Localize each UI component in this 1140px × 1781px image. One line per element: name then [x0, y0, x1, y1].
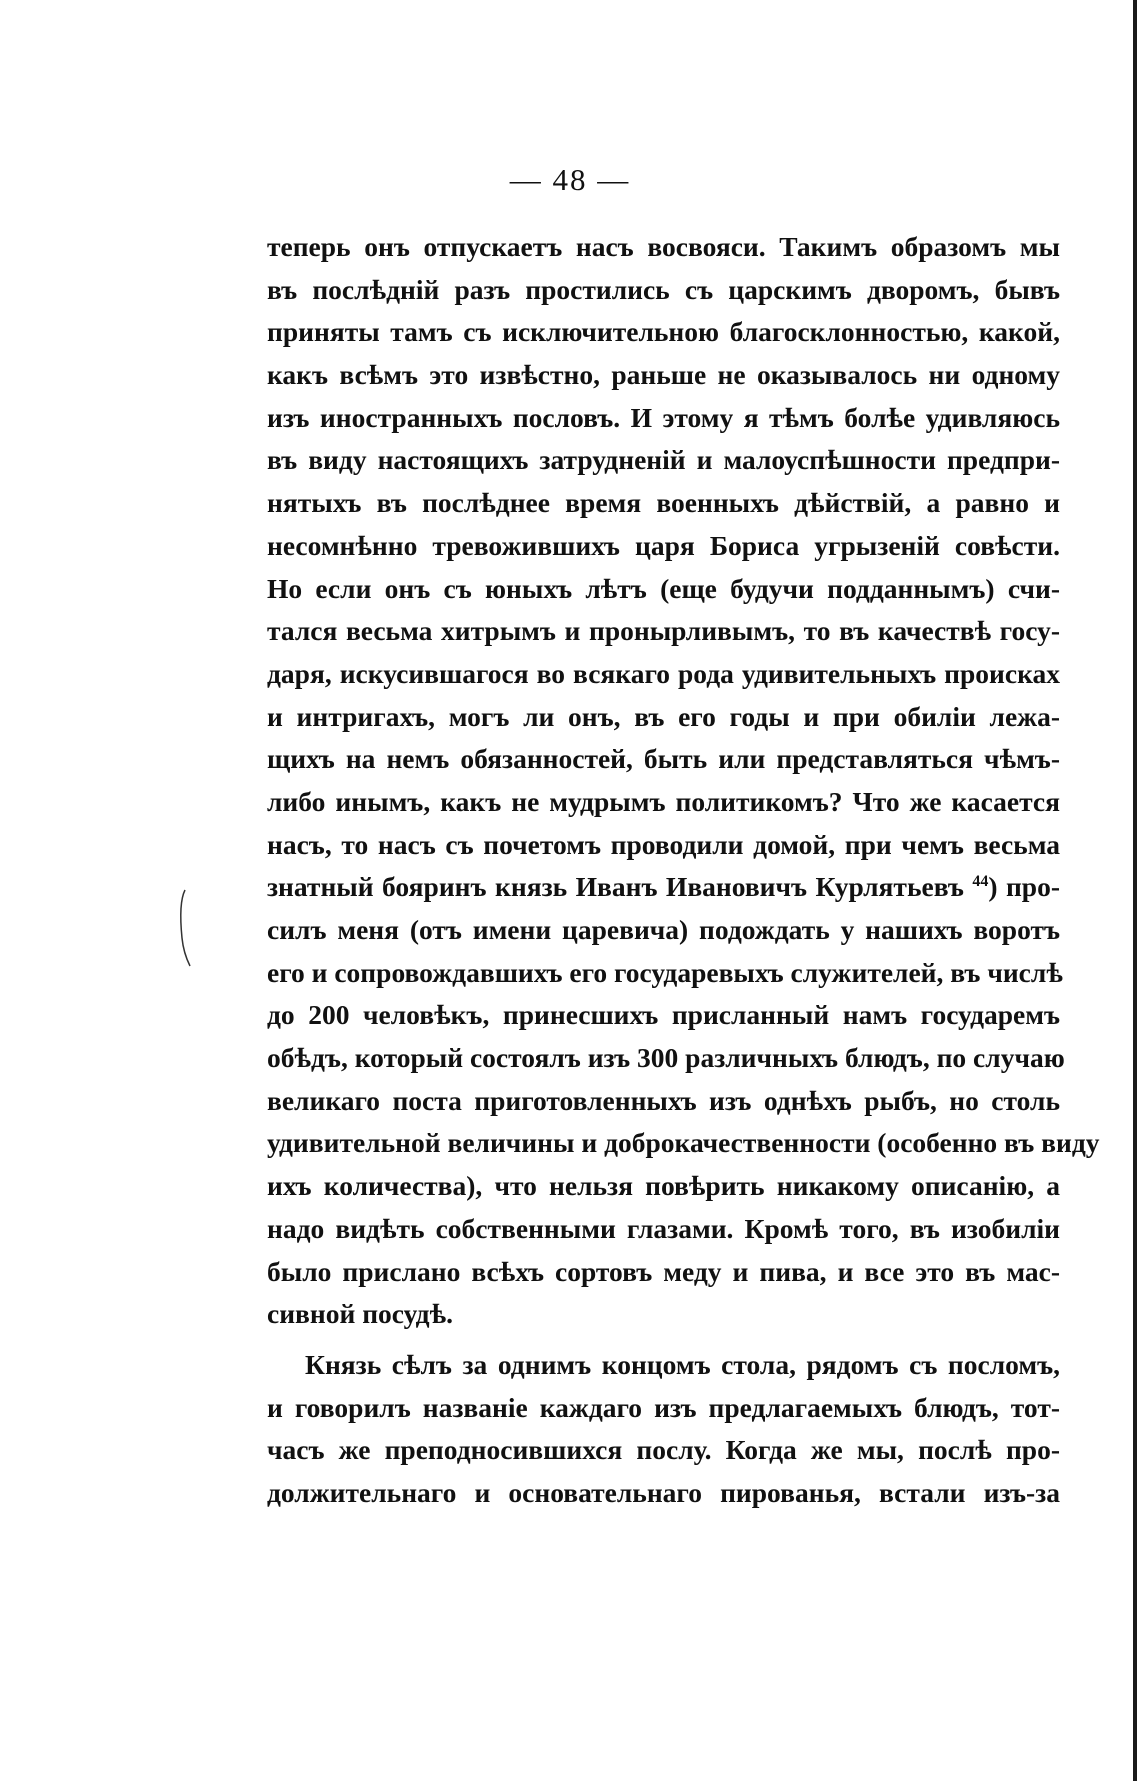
text-line: теперь онъ отпускаетъ насъ восвояси. Такимъ образомъ мы — [267, 231, 1060, 262]
text-line: до 200 человѣкъ, принесшихъ присланный намъ государемъ — [267, 999, 1060, 1031]
page-edge-shadow — [1133, 0, 1137, 1781]
text-line: изъ иностранныхъ пословъ. И этому я тѣмъ болѣе удивляюсь — [267, 401, 1060, 433]
text-line: должительнаго и основательнаго пированья, встали изъ-за — [267, 1476, 1060, 1508]
paragraph-gap — [267, 1336, 1060, 1344]
text-line: обѣдъ, который состоялъ изъ 300 различныхъ блюдъ, по случаю — [267, 1042, 1065, 1074]
text-line: силъ меня (отъ имени царевича) подождать у нашихъ воротъ — [267, 914, 1060, 945]
body-text — [267, 226, 1100, 1515]
text-line: часъ же преподносившихся послу. Когда же мы, послѣ про- — [267, 1434, 1060, 1466]
text-line: великаго поста приготовленныхъ изъ однѣхъ рыбъ, но столь — [267, 1084, 1060, 1116]
text-line: даря, искусившагося во всякаго рода удивительныхъ происках — [267, 657, 1060, 689]
text-line: щихъ на немъ обязанностей, быть или представляться чѣмъ- — [267, 743, 1060, 775]
text-line-with-footnote — [267, 866, 1060, 909]
text-line: либо инымъ, какъ не мудрымъ политикомъ? Что же касается — [267, 785, 1060, 817]
text-line: Князь сѣлъ за однимъ концомъ стола, рядомъ съ посломъ, — [305, 1348, 1060, 1380]
text-line: несомнѣнно тревожившихъ царя Бориса угрызенiй совѣсти. — [267, 529, 1060, 561]
pencil-margin-mark — [176, 888, 194, 968]
text-line: сивной посудѣ. — [267, 1298, 453, 1330]
text-line: въ виду настоящихъ затрудненiй и малоуспѣшности предпри- — [267, 444, 1060, 476]
footnote-reference: 44 — [972, 873, 989, 891]
page-number: — 48 — — [509, 162, 631, 197]
text-segment: ) про- — [988, 871, 1060, 903]
text-line: насъ, то насъ съ почетомъ проводили домой, при чемъ весьма — [267, 828, 1060, 860]
text-line: удивительной величины и доброкачественности (особенно въ виду — [267, 1127, 1100, 1159]
text-line: Но если онъ съ юныхъ лѣтъ (еще будучи подданнымъ) счи- — [267, 572, 1060, 604]
text-line: въ послѣднiй разъ простились съ царскимъ дворомъ, бывъ — [267, 273, 1060, 305]
text-line: и говорилъ названiе каждаго изъ предлагаемыхъ блюдъ, тот- — [267, 1391, 1060, 1423]
text-line: надо видѣть собственными глазами. Кромѣ того, въ изобилiи — [267, 1212, 1060, 1244]
text-line: нятыхъ въ послѣднее время военныхъ дѣйствiй, а равно и — [267, 487, 1060, 519]
text-line: тался весьма хитрымъ и пронырливымъ, то въ качествѣ госу- — [267, 615, 1060, 647]
text-line: было прислано всѣхъ сортовъ меду и пива, и все это въ мас- — [267, 1255, 1060, 1287]
text-line: приняты тамъ съ исключительною благосклонностью, какой, — [267, 316, 1060, 348]
text-line: ихъ количества), что нельзя повѣрить никакому описанiю, а — [267, 1170, 1060, 1202]
text-line: его и сопровождавшихъ его государевыхъ служителей, въ числѣ — [267, 956, 1063, 988]
text-line: и интригахъ, могъ ли онъ, въ его годы и при обилiи лежа- — [267, 700, 1060, 732]
text-line: какъ всѣмъ это извѣстно, раньше не оказывалось ни одному — [267, 359, 1060, 391]
text-segment: знатный бояринъ князь Иванъ Ивановичъ Курлятьевъ — [267, 871, 964, 903]
